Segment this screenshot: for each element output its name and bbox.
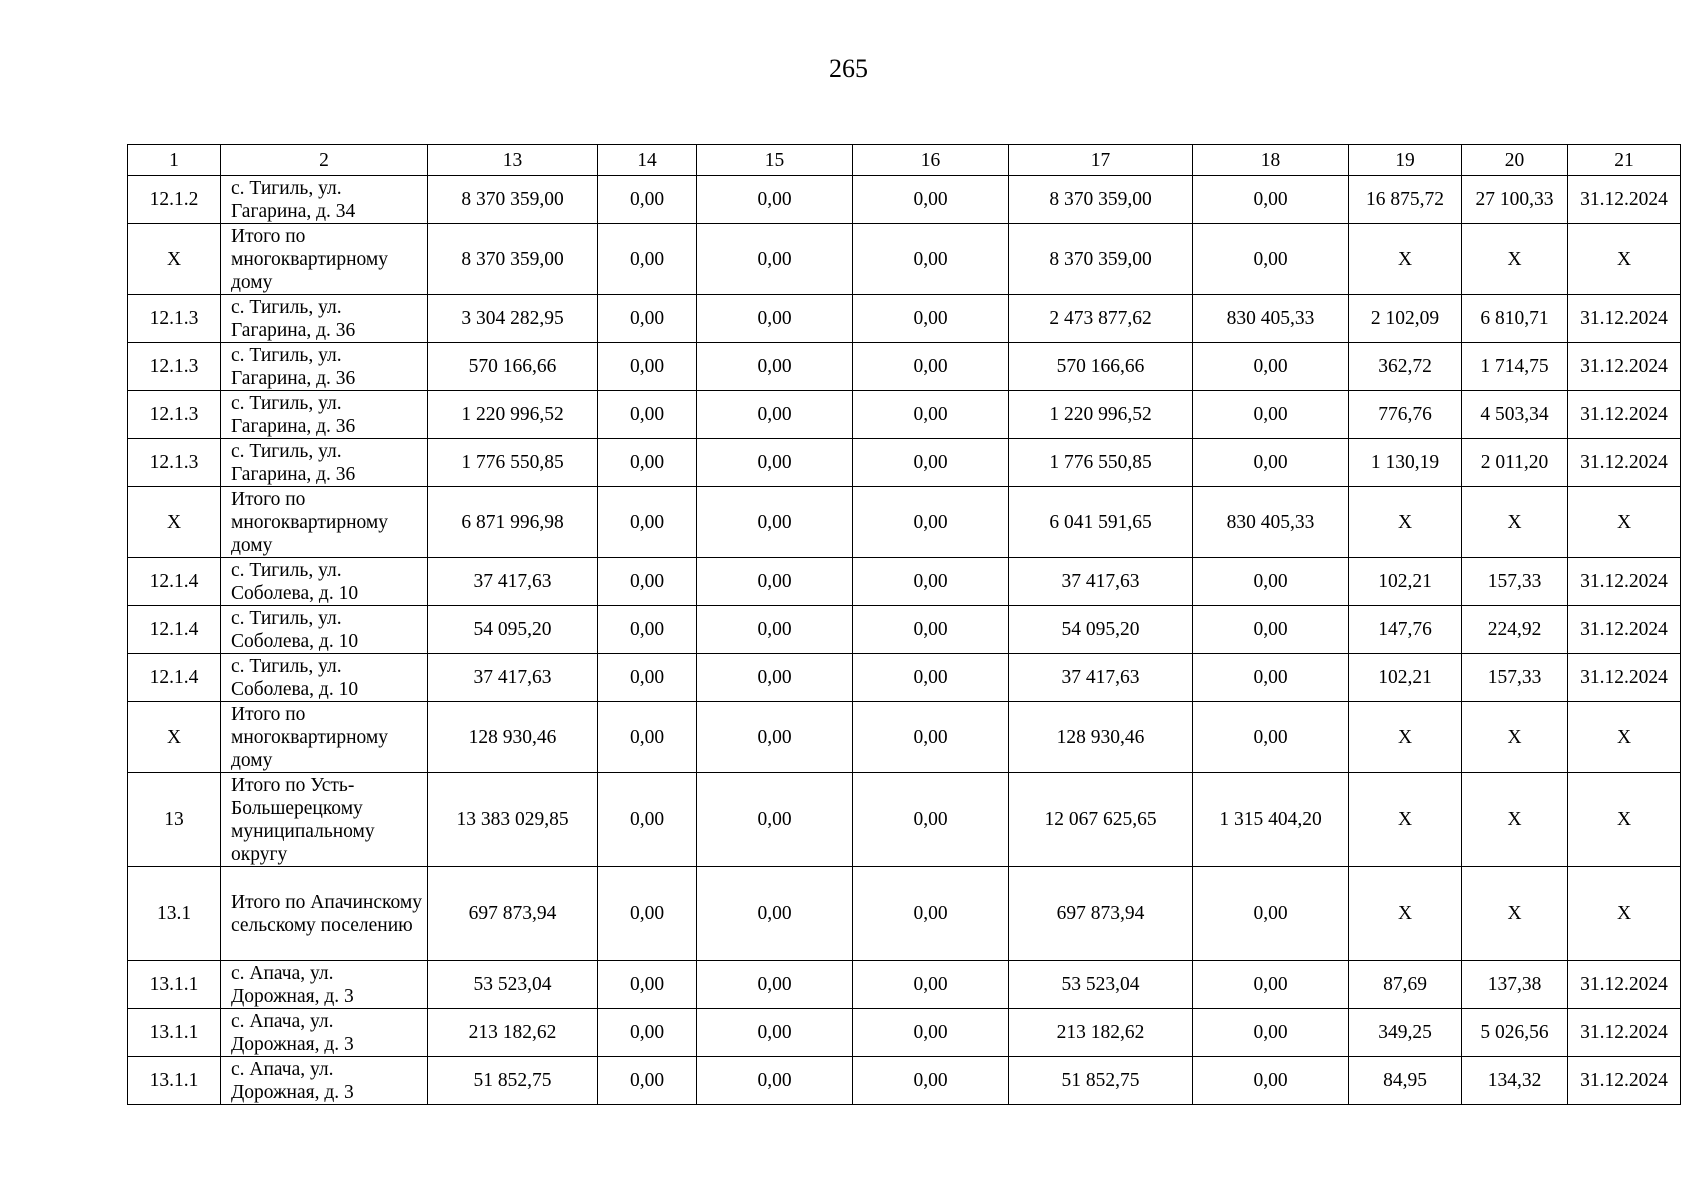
col20-cell: 27 100,33 (1462, 176, 1568, 224)
address-cell: Итого по многоквартирному дому (221, 702, 428, 773)
column-header: 1 (128, 145, 221, 176)
address-cell: с. Тигиль, ул. Гагарина, д. 36 (221, 295, 428, 343)
col18-cell: 0,00 (1193, 391, 1349, 439)
col19-cell: 84,95 (1349, 1057, 1462, 1105)
table-row (128, 961, 1681, 1009)
col14-cell: 0,00 (598, 487, 697, 558)
deadline-cell: X (1568, 702, 1681, 773)
col18-cell: 0,00 (1193, 1009, 1349, 1057)
col18-cell: 0,00 (1193, 867, 1349, 961)
row-number-cell: 12.1.4 (128, 606, 221, 654)
row-number-cell: 13.1.1 (128, 961, 221, 1009)
deadline-cell: X (1568, 867, 1681, 961)
table-row (128, 606, 1681, 654)
col19-cell: X (1349, 773, 1462, 867)
col18-cell: 0,00 (1193, 439, 1349, 487)
table-row (128, 224, 1681, 295)
col16-cell: 0,00 (853, 176, 1009, 224)
row-number-cell: 12.1.3 (128, 343, 221, 391)
col17-cell: 1 776 550,85 (1009, 439, 1193, 487)
row-number-cell: 12.1.3 (128, 391, 221, 439)
col20-cell: 6 810,71 (1462, 295, 1568, 343)
deadline-cell: 31.12.2024 (1568, 606, 1681, 654)
row-number-cell: X (128, 702, 221, 773)
column-header: 18 (1193, 145, 1349, 176)
col18-cell: 0,00 (1193, 558, 1349, 606)
col15-cell: 0,00 (697, 295, 853, 343)
address-cell: с. Тигиль, ул. Гагарина, д. 36 (221, 391, 428, 439)
col16-cell: 0,00 (853, 487, 1009, 558)
column-header: 16 (853, 145, 1009, 176)
deadline-cell: X (1568, 487, 1681, 558)
table-row (128, 176, 1681, 224)
row-number-cell: 13.1.1 (128, 1057, 221, 1105)
deadline-cell: 31.12.2024 (1568, 295, 1681, 343)
column-header: 15 (697, 145, 853, 176)
col16-cell: 0,00 (853, 606, 1009, 654)
col19-cell: 87,69 (1349, 961, 1462, 1009)
col16-cell: 0,00 (853, 295, 1009, 343)
col14-cell: 0,00 (598, 224, 697, 295)
address-cell: с. Апача, ул. Дорожная, д. 3 (221, 1009, 428, 1057)
col15-cell: 0,00 (697, 439, 853, 487)
col15-cell: 0,00 (697, 773, 853, 867)
col18-cell: 0,00 (1193, 606, 1349, 654)
col14-cell: 0,00 (598, 702, 697, 773)
col19-cell: 147,76 (1349, 606, 1462, 654)
address-cell: с. Тигиль, ул. Гагарина, д. 34 (221, 176, 428, 224)
col17-cell: 570 166,66 (1009, 343, 1193, 391)
total-cost-cell: 1 220 996,52 (428, 391, 598, 439)
total-cost-cell: 8 370 359,00 (428, 224, 598, 295)
deadline-cell: 31.12.2024 (1568, 654, 1681, 702)
column-header: 21 (1568, 145, 1681, 176)
total-cost-cell: 13 383 029,85 (428, 773, 598, 867)
column-header: 2 (221, 145, 428, 176)
address-cell: с. Тигиль, ул. Гагарина, д. 36 (221, 343, 428, 391)
row-number-cell: 12.1.3 (128, 295, 221, 343)
col16-cell: 0,00 (853, 391, 1009, 439)
col18-cell: 0,00 (1193, 961, 1349, 1009)
col15-cell: 0,00 (697, 1057, 853, 1105)
col20-cell: 5 026,56 (1462, 1009, 1568, 1057)
table-row (128, 343, 1681, 391)
total-cost-cell: 570 166,66 (428, 343, 598, 391)
col15-cell: 0,00 (697, 487, 853, 558)
col15-cell: 0,00 (697, 176, 853, 224)
col20-cell: 224,92 (1462, 606, 1568, 654)
address-cell: Итого по многоквартирному дому (221, 224, 428, 295)
total-cost-cell: 53 523,04 (428, 961, 598, 1009)
deadline-cell: X (1568, 773, 1681, 867)
col17-cell: 213 182,62 (1009, 1009, 1193, 1057)
col18-cell: 0,00 (1193, 224, 1349, 295)
col17-cell: 51 852,75 (1009, 1057, 1193, 1105)
col20-cell: X (1462, 487, 1568, 558)
total-cost-cell: 1 776 550,85 (428, 439, 598, 487)
col18-cell: 0,00 (1193, 176, 1349, 224)
col14-cell: 0,00 (598, 867, 697, 961)
register-table (127, 144, 1681, 1105)
col15-cell: 0,00 (697, 606, 853, 654)
col19-cell: X (1349, 224, 1462, 295)
total-cost-cell: 213 182,62 (428, 1009, 598, 1057)
col15-cell: 0,00 (697, 224, 853, 295)
col15-cell: 0,00 (697, 961, 853, 1009)
col19-cell: 102,21 (1349, 654, 1462, 702)
total-cost-cell: 51 852,75 (428, 1057, 598, 1105)
col19-cell: 776,76 (1349, 391, 1462, 439)
address-cell: Итого по Апачинскому сельскому поселению (221, 867, 428, 961)
col20-cell: 157,33 (1462, 654, 1568, 702)
total-cost-cell: 3 304 282,95 (428, 295, 598, 343)
col18-cell: 0,00 (1193, 702, 1349, 773)
col20-cell: X (1462, 867, 1568, 961)
col17-cell: 128 930,46 (1009, 702, 1193, 773)
deadline-cell: 31.12.2024 (1568, 343, 1681, 391)
col14-cell: 0,00 (598, 961, 697, 1009)
col15-cell: 0,00 (697, 1009, 853, 1057)
total-cost-cell: 37 417,63 (428, 558, 598, 606)
total-cost-cell: 54 095,20 (428, 606, 598, 654)
col20-cell: X (1462, 702, 1568, 773)
col17-cell: 37 417,63 (1009, 654, 1193, 702)
col18-cell: 830 405,33 (1193, 295, 1349, 343)
row-number-cell: 12.1.4 (128, 558, 221, 606)
address-cell: с. Апача, ул. Дорожная, д. 3 (221, 1057, 428, 1105)
col20-cell: 134,32 (1462, 1057, 1568, 1105)
col20-cell: 2 011,20 (1462, 439, 1568, 487)
deadline-cell: 31.12.2024 (1568, 558, 1681, 606)
page-number: 265 (829, 54, 868, 83)
col17-cell: 53 523,04 (1009, 961, 1193, 1009)
deadline-cell: 31.12.2024 (1568, 439, 1681, 487)
column-header: 20 (1462, 145, 1568, 176)
col17-cell: 8 370 359,00 (1009, 176, 1193, 224)
col17-cell: 1 220 996,52 (1009, 391, 1193, 439)
col14-cell: 0,00 (598, 1057, 697, 1105)
col19-cell: 362,72 (1349, 343, 1462, 391)
col14-cell: 0,00 (598, 295, 697, 343)
col16-cell: 0,00 (853, 224, 1009, 295)
col20-cell: 4 503,34 (1462, 391, 1568, 439)
row-number-cell: 13.1.1 (128, 1009, 221, 1057)
table-body (128, 176, 1681, 1105)
col15-cell: 0,00 (697, 654, 853, 702)
col14-cell: 0,00 (598, 558, 697, 606)
col17-cell: 8 370 359,00 (1009, 224, 1193, 295)
col19-cell: 1 130,19 (1349, 439, 1462, 487)
deadline-cell: 31.12.2024 (1568, 961, 1681, 1009)
col17-cell: 54 095,20 (1009, 606, 1193, 654)
col17-cell: 6 041 591,65 (1009, 487, 1193, 558)
col18-cell: 0,00 (1193, 1057, 1349, 1105)
address-cell: с. Тигиль, ул. Соболева, д. 10 (221, 654, 428, 702)
col19-cell: 349,25 (1349, 1009, 1462, 1057)
row-number-cell: 12.1.3 (128, 439, 221, 487)
deadline-cell: 31.12.2024 (1568, 1057, 1681, 1105)
column-header: 14 (598, 145, 697, 176)
address-cell: Итого по многоквартирному дому (221, 487, 428, 558)
address-cell: Итого по Усть-Большерецкому муниципальному округу (221, 773, 428, 867)
column-header: 17 (1009, 145, 1193, 176)
table-row (128, 1057, 1681, 1105)
col14-cell: 0,00 (598, 391, 697, 439)
col14-cell: 0,00 (598, 1009, 697, 1057)
col18-cell: 830 405,33 (1193, 487, 1349, 558)
address-cell: с. Тигиль, ул. Гагарина, д. 36 (221, 439, 428, 487)
col14-cell: 0,00 (598, 773, 697, 867)
header-row (128, 145, 1681, 176)
col17-cell: 2 473 877,62 (1009, 295, 1193, 343)
col16-cell: 0,00 (853, 343, 1009, 391)
col20-cell: X (1462, 773, 1568, 867)
col17-cell: 697 873,94 (1009, 867, 1193, 961)
col20-cell: 1 714,75 (1462, 343, 1568, 391)
table-row (128, 295, 1681, 343)
col20-cell: 137,38 (1462, 961, 1568, 1009)
col15-cell: 0,00 (697, 867, 853, 961)
col19-cell: X (1349, 702, 1462, 773)
table-row (128, 1009, 1681, 1057)
col16-cell: 0,00 (853, 1057, 1009, 1105)
col16-cell: 0,00 (853, 654, 1009, 702)
table-row (128, 558, 1681, 606)
row-number-cell: X (128, 224, 221, 295)
table-row (128, 391, 1681, 439)
col16-cell: 0,00 (853, 702, 1009, 773)
total-cost-cell: 6 871 996,98 (428, 487, 598, 558)
col14-cell: 0,00 (598, 439, 697, 487)
col15-cell: 0,00 (697, 391, 853, 439)
table-row (128, 702, 1681, 773)
column-header: 13 (428, 145, 598, 176)
col16-cell: 0,00 (853, 961, 1009, 1009)
col16-cell: 0,00 (853, 439, 1009, 487)
col19-cell: X (1349, 487, 1462, 558)
row-number-cell: 13.1 (128, 867, 221, 961)
address-cell: с. Апача, ул. Дорожная, д. 3 (221, 961, 428, 1009)
col18-cell: 1 315 404,20 (1193, 773, 1349, 867)
col17-cell: 37 417,63 (1009, 558, 1193, 606)
column-header: 19 (1349, 145, 1462, 176)
table-row (128, 867, 1681, 961)
col19-cell: 102,21 (1349, 558, 1462, 606)
col15-cell: 0,00 (697, 702, 853, 773)
deadline-cell: 31.12.2024 (1568, 1009, 1681, 1057)
col14-cell: 0,00 (598, 343, 697, 391)
col20-cell: 157,33 (1462, 558, 1568, 606)
row-number-cell: 12.1.2 (128, 176, 221, 224)
col20-cell: X (1462, 224, 1568, 295)
col19-cell: 2 102,09 (1349, 295, 1462, 343)
table-row (128, 439, 1681, 487)
total-cost-cell: 8 370 359,00 (428, 176, 598, 224)
table-row (128, 487, 1681, 558)
row-number-cell: 12.1.4 (128, 654, 221, 702)
col14-cell: 0,00 (598, 654, 697, 702)
col16-cell: 0,00 (853, 1009, 1009, 1057)
deadline-cell: 31.12.2024 (1568, 391, 1681, 439)
row-number-cell: 13 (128, 773, 221, 867)
table-row (128, 654, 1681, 702)
col19-cell: 16 875,72 (1349, 176, 1462, 224)
row-number-cell: X (128, 487, 221, 558)
deadline-cell: 31.12.2024 (1568, 176, 1681, 224)
col19-cell: X (1349, 867, 1462, 961)
total-cost-cell: 128 930,46 (428, 702, 598, 773)
col16-cell: 0,00 (853, 773, 1009, 867)
table-row (128, 773, 1681, 867)
deadline-cell: X (1568, 224, 1681, 295)
col16-cell: 0,00 (853, 867, 1009, 961)
address-cell: с. Тигиль, ул. Соболева, д. 10 (221, 606, 428, 654)
total-cost-cell: 697 873,94 (428, 867, 598, 961)
col18-cell: 0,00 (1193, 343, 1349, 391)
col15-cell: 0,00 (697, 343, 853, 391)
col14-cell: 0,00 (598, 176, 697, 224)
col14-cell: 0,00 (598, 606, 697, 654)
col16-cell: 0,00 (853, 558, 1009, 606)
address-cell: с. Тигиль, ул. Соболева, д. 10 (221, 558, 428, 606)
col18-cell: 0,00 (1193, 654, 1349, 702)
col15-cell: 0,00 (697, 558, 853, 606)
col17-cell: 12 067 625,65 (1009, 773, 1193, 867)
total-cost-cell: 37 417,63 (428, 654, 598, 702)
